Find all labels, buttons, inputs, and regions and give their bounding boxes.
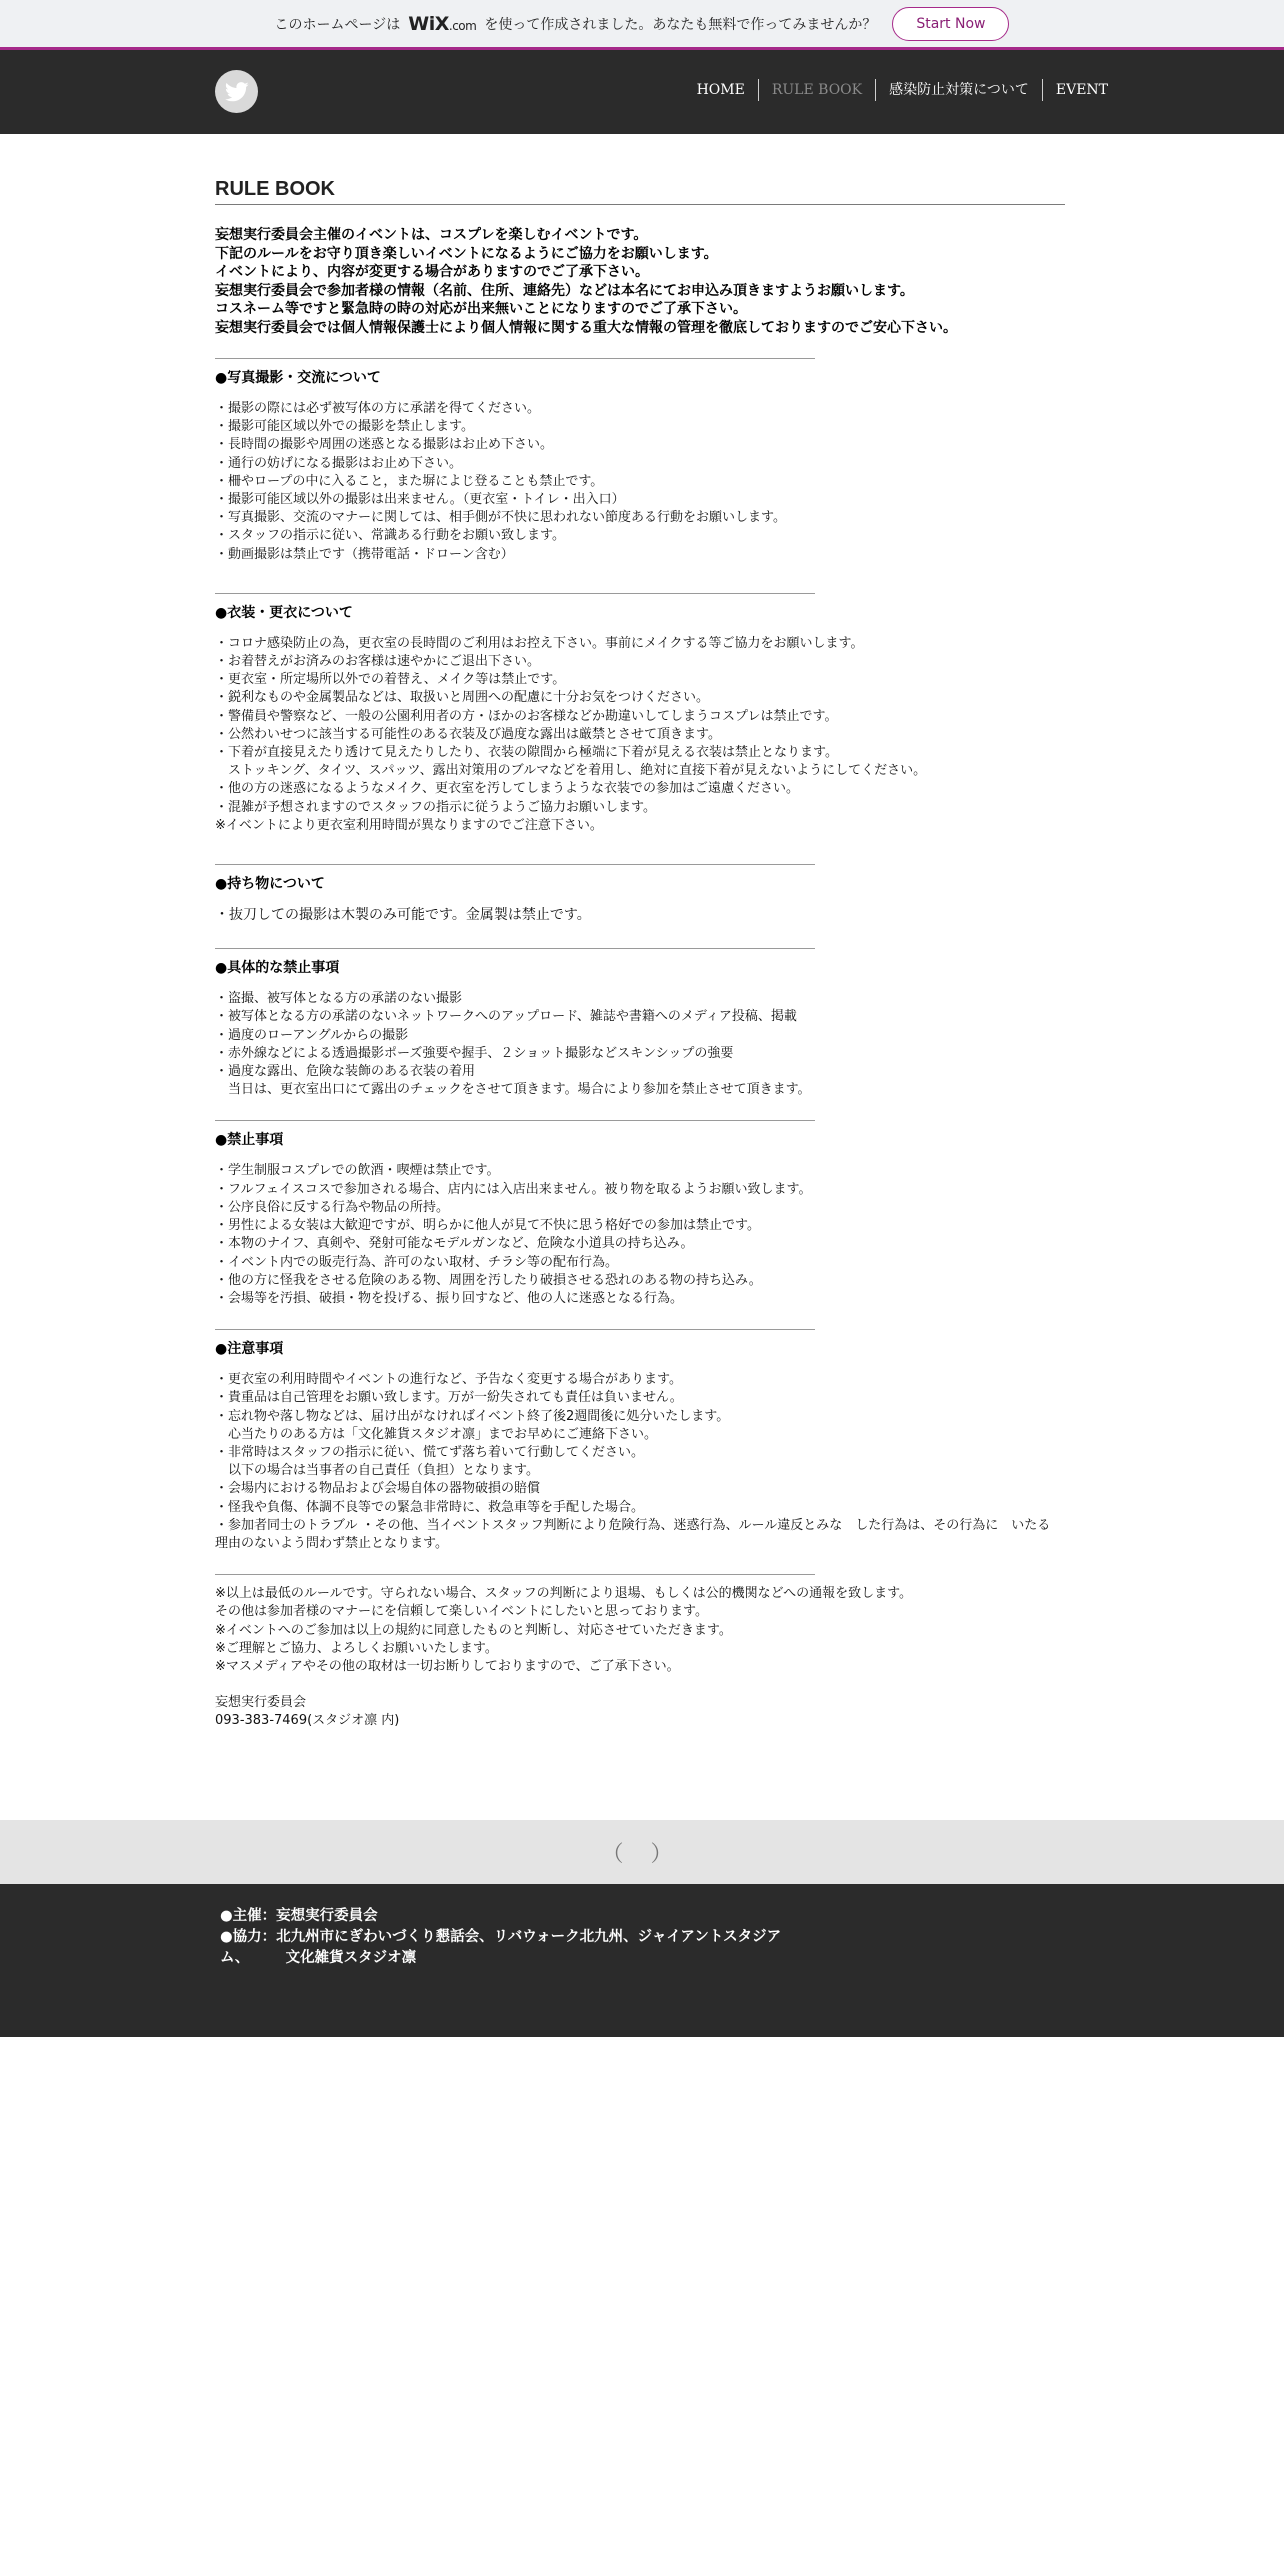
nav-event[interactable]: EVENT	[1042, 79, 1108, 101]
section-divider	[215, 864, 815, 865]
organizer-phone: 093-383-7469(スタジオ凛 内)	[215, 1713, 400, 1729]
rule-item: ストッキング、タイツ、スパッツ、露出対策用のブルマなどを着用し、絶対に直接下着が見えないようにしてください。	[215, 763, 927, 779]
rule-item: ・他の方の迷惑になるようなメイク、更衣室を汚してしまうような衣装での参加はご遠慮ください。	[215, 781, 799, 797]
rule-item: ・貴重品は自己管理をお願い致します。万が一紛失されても責任は負いません。	[215, 1390, 683, 1406]
rule-item: ・過度のローアングルからの撮影	[215, 1027, 409, 1043]
rule-item: ・更衣室・所定場所以外での着替え、メイク等は禁止です。	[215, 672, 566, 688]
twitter-icon[interactable]	[215, 70, 258, 113]
organizer-name: 妄想実行委員会	[215, 1695, 307, 1711]
rule-item: ※イベントにより更衣室利用時間が異なりますのでご注意下さい。	[215, 817, 603, 833]
footer-cooperation-cont: ム、 文化雑貨スタジオ凛	[220, 1950, 417, 1966]
rule-item: ・混雑が予想されますのでスタッフの指示に従うようご協力お願いします。	[215, 799, 656, 815]
organizer-contact	[215, 1694, 1065, 1730]
section-title-costume: ●衣装・更衣について	[215, 604, 353, 621]
section-list-photo	[215, 400, 1065, 564]
rule-item: ・学生制服コスプレでの飲酒・喫煙は禁止です。	[215, 1163, 500, 1179]
wix-banner	[0, 0, 1284, 50]
rule-item: ・非常時はスタッフの指示に従い、慌てず落ち着いて行動してください。	[215, 1444, 645, 1460]
note-line: ※以上は最低のルールです。守られない場合、スタッフの判断により退場、もしくは公的機関などへの通報を致します。	[215, 1586, 913, 1602]
rule-item: ・会場等を汚損、破損・物を投げる、振り回すなど、他の人に迷惑となる行為。	[215, 1290, 684, 1306]
rule-item: ・男性による女装は大歓迎ですが、明らかに他人が見て不快に思う格好での参加は禁止です。	[215, 1218, 760, 1234]
section-divider	[215, 1574, 815, 1575]
rule-item: ・フルフェイスコスで参加される場合、店内には入店出来ません。被り物を取るようお願い致します。	[215, 1181, 812, 1197]
footer-credits	[220, 1906, 860, 1969]
rule-item: ・盗撮、被写体となる方の承諾のない撮影	[215, 991, 463, 1007]
footer-cooperation: ●協力：北九州市にぎわいづくり懇話会、リバウォーク北九州、ジャイアントスタジア	[220, 1929, 782, 1945]
rule-item: 心当たりのある方は「文化雑貨スタジオ凛」までお早めにご連絡下さい。	[215, 1426, 658, 1442]
rule-item: ・通行の妨げになる撮影はお止め下さい。	[215, 455, 463, 471]
rule-item: ・本物のナイフ、真剣や、発射可能なモデルガンなど、危険な小道具の持ち込み。	[215, 1236, 694, 1252]
note-line: ※ご理解とご協力、よろしくお願いいたします。	[215, 1640, 498, 1656]
section-divider	[215, 593, 815, 594]
note-line: ※マスメディアやその他の取材は一切お断りしておりますので、ご了承下さい。	[215, 1658, 680, 1674]
rule-item: ・イベント内での販売行為、許可のない取材、チラシ等の配布行為。	[215, 1254, 619, 1270]
rule-item: ・公序良俗に反する行為や物品の所持。	[215, 1199, 450, 1215]
rule-item: ・抜刀しての撮影は木製のみ可能です。金属製は禁止です。	[215, 907, 591, 924]
rule-item: 当日は、更衣室出口にて露出のチェックをさせて頂きます。場合により参加を禁止させて頂きます。	[215, 1082, 811, 1098]
intro-line: 妄想実行委員会主催のイベントは、コスプレを楽しむイベントです。	[215, 227, 648, 243]
wix-logo-main: WiX	[408, 12, 449, 35]
section-title-specific-prohibited: ●具体的な禁止事項	[215, 960, 340, 977]
page-title: RULE BOOK	[215, 178, 1065, 205]
rule-item: ・被写体となる方の承諾のないネットワークへのアップロード、雑誌や書籍へのメディア投稿、掲載	[215, 1009, 797, 1025]
section-list-specific-prohibited	[215, 990, 1065, 1099]
section-list-belongings	[215, 906, 1065, 924]
main-nav	[684, 79, 1108, 101]
rule-item: ・スタッフの指示に従い、常識ある行動をお願い致します。	[215, 528, 565, 544]
wix-banner-prefix: このホームページは	[274, 16, 401, 33]
rule-item: ・赤外線などによる透過撮影ポーズ強要や握手、２ショット撮影などスキンシップの強要	[215, 1045, 734, 1061]
section-list-notes	[215, 1371, 1065, 1553]
intro-line: コスネーム等ですと緊急時の時の対応が出来無いことになりますのでご了承下さい。	[215, 301, 747, 317]
intro-line: 妄想実行委員会で参加者様の情報（名前、住所、連絡先）などは本名にてお申込み頂きますようお願いします。	[215, 282, 914, 299]
rule-item: ・写真撮影、交流のマナーに関しては、相手側が不快に思われない節度ある行動をお願いします。	[215, 510, 786, 526]
intro-line: 妄想実行委員会では個人情報保護士により個人情報に関する重大な情報の管理を徹底しておりますのでご安心下さい。	[215, 319, 957, 336]
site-header	[0, 50, 1284, 134]
section-divider	[215, 1329, 815, 1330]
section-divider	[215, 948, 815, 949]
nav-rule-book[interactable]: RULE BOOK	[758, 79, 875, 101]
closing-notes	[215, 1585, 1065, 1676]
rule-item: ・動画撮影は禁止です（携帯電話・ドローン含む）	[215, 546, 514, 562]
gray-band-text: （ ）	[601, 1841, 683, 1867]
rule-item: ・下着が直接見えたり透けて見えたりしたり、衣装の隙間から極端に下着が見える衣装は禁止となります。	[215, 745, 838, 761]
wix-logo-suffix: .com	[448, 18, 477, 33]
start-now-button[interactable]: Start Now	[892, 7, 1009, 41]
nav-infection-prevention[interactable]: 感染防止対策について	[875, 79, 1042, 101]
section-title-belongings: ●持ち物について	[215, 876, 325, 893]
intro-line: イベントにより、内容が変更する場合がありますのでご了承下さい。	[215, 264, 649, 280]
section-list-costume	[215, 635, 1065, 835]
rule-item: ・鋭利なものや金属製品などは、取扱いと周囲への配慮に十分お気をつけください。	[215, 690, 710, 706]
rule-item: ・怪我や負傷、体調不良等での緊急非常時に、救急車等を手配した場合。	[215, 1499, 645, 1515]
rule-item: ・他の方に怪我をさせる危険のある物、周囲を汚したり破損させる恐れのある物の持ち込み。	[215, 1272, 762, 1288]
rule-item: ・忘れ物や落し物などは、届け出がなければイベント終了後2週間後に処分いたします。	[215, 1408, 730, 1424]
wix-logo[interactable]	[408, 13, 476, 35]
site-footer	[0, 1884, 1284, 2037]
note-line: その他は参加者様のマナーにを信頼して楽しいイベントにしたいと思っております。	[215, 1604, 708, 1620]
section-divider	[215, 358, 815, 359]
wix-banner-suffix: を使って作成されました。あなたも無料で作ってみませんか？	[484, 16, 877, 33]
section-title-photo: ●写真撮影・交流について	[215, 370, 381, 386]
rule-item: 以下の場合は当事者の自己責任（負担）となります。	[215, 1463, 539, 1479]
intro-block	[215, 226, 1065, 337]
main-content	[215, 178, 1065, 1731]
rule-item: ・公然わいせつに該当する可能性のある衣装及び過度な露出は厳禁とさせて頂きます。	[215, 726, 721, 742]
rule-item: ・撮影の際には必ず被写体の方に承諾を得てください。	[215, 401, 541, 416]
intro-line: 下記のルールをお守り頂き楽しいイベントになるようにご協力をお願いします。	[215, 245, 718, 262]
rule-item: ・参加者同士のトラブル ・その他、当イベントスタッフ判断により危険行為、迷惑行為、ルール違反とみな した行為は、その行為に いたる理由のないよう問わず禁止となります。	[215, 1517, 1051, 1551]
rule-item: ・撮影可能区域以外での撮影を禁止します。	[215, 419, 474, 435]
section-title-prohibited: ●禁止事項	[215, 1132, 284, 1149]
rule-item: ・柵やロープの中に入ること，また塀によじ登ることも禁止です。	[215, 473, 604, 489]
rule-item: ・過度な露出、危険な装飾のある衣装の着用	[215, 1064, 476, 1080]
footer-organizer: ●主催：妄想実行委員会	[220, 1908, 378, 1924]
rule-item: ・撮影可能区域以外の撮影は出来ません。（更衣室・トイレ・出入口）	[215, 492, 625, 508]
section-list-prohibited	[215, 1162, 1065, 1308]
twitter-bird-icon	[225, 82, 249, 102]
section-divider	[215, 1120, 815, 1121]
rule-item: ・会場内における物品および会場自体の器物破損の賠償	[215, 1481, 541, 1497]
gray-band	[0, 1820, 1284, 1884]
section-title-notes: ●注意事項	[215, 1341, 284, 1358]
rule-item: ・お着替えがお済みのお客様は速やかにご退出下さい。	[215, 654, 541, 670]
rule-item: ・長時間の撮影や周囲の迷惑となる撮影はお止め下さい。	[215, 437, 554, 453]
nav-home[interactable]: HOME	[696, 82, 745, 98]
rule-item: ・コロナ感染防止の為，更衣室の長時間のご利用はお控え下さい。事前にメイクする等ご協力をお願いします。	[215, 635, 864, 651]
rule-item: ・更衣室の利用時間やイベントの進行など、予告なく変更する場合があります。	[215, 1372, 682, 1388]
rule-item: ・警備員や警察など、一般の公園利用者の方・ほかのお客様などか勘違いしてしまうコスプレは禁止です。	[215, 708, 838, 724]
note-line: ※イベントへのご参加は以上の規約に同意したものと判断し、対応させていただきます。	[215, 1622, 732, 1638]
